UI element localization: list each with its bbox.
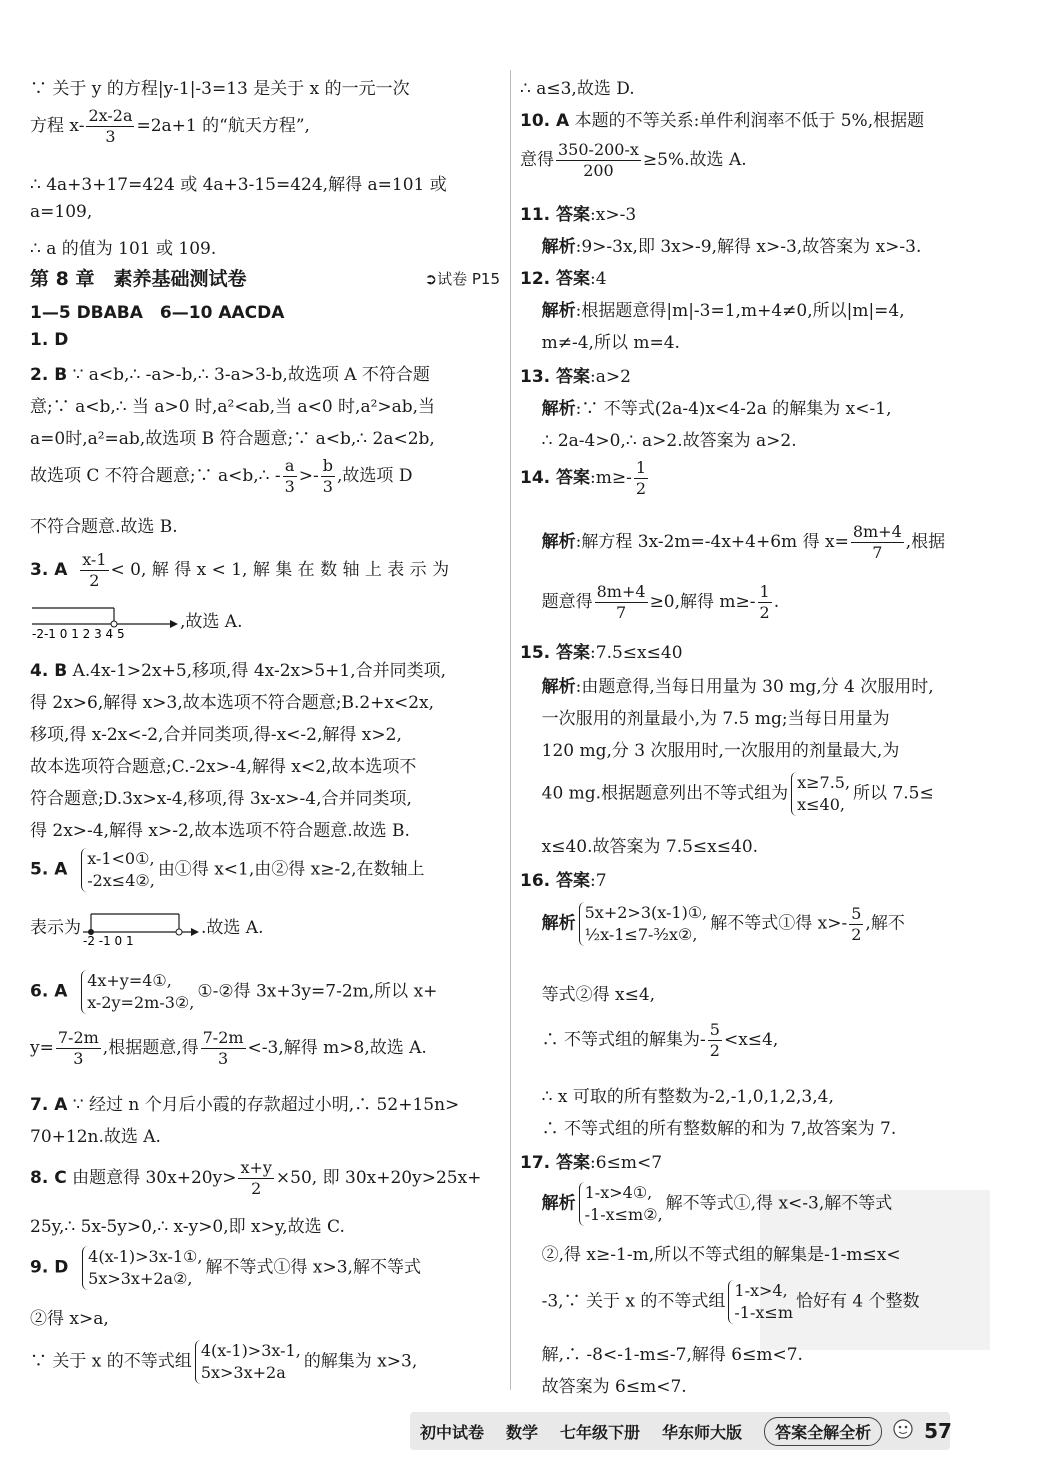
text-line: 解析:解方程 3x-2m=-4x+4+6m 得 x= $\frac{8m+4}{7}$ ,根据 [541,522,946,562]
fraction: $\frac{b}{3}$ [322,456,334,496]
equation-system: 4(x-1)>3x-1①, 5x>3x+2a②, [82,1246,202,1290]
question-2: 2. B ∵ a<b,∴ -a>-b,∴ 3-a>3-b,故选项 A 不符合题 [30,365,430,385]
number-line-diagram [30,600,180,645]
fraction: $\frac{7-2m}{3}$ [202,1028,244,1068]
text-line: 意得 $\frac{350-200-x}{200}$ ≥5%.故选 A. [520,140,747,180]
text-line: ∴ 4a+3+17=424 或 4a+3-15=424,解得 a=101 或 [30,175,447,195]
fraction: $\frac{x+y}{2}$ [240,1158,272,1198]
text-line: x≤40.故答案为 7.5≤x≤40. [541,837,759,857]
text-line: 故本选项符合题意;C.-2x>-4,解得 x<2,故本选项不 [30,757,417,777]
text-line: 移项,得 x-2x<-2,合并同类项,得-x<-2,解得 x>2, [30,725,402,745]
fraction: $\frac{8m+4}{7}$ [596,582,646,622]
fraction: $\frac{2x-2a}{3}$ [88,106,133,146]
text-line: 一次服用的剂量最小,为 7.5 mg;当每日用量为 [541,709,890,729]
fraction: $\frac{1}{2}$ [635,458,647,498]
fraction: $\frac{5}{2}$ [851,903,862,944]
number-line-row: 表示为 -2 -1 0 1 .故选 A. [30,906,264,951]
text-line: 意;∵ a<b,∴ 当 a>0 时,a²<ab,当 a<0 时,a²>ab,当 [30,397,436,417]
number-line-diagram [81,906,201,951]
text-line: 解析:9>-3x,即 3x>-9,解得 x>-3,故答案为 x>-3. [541,237,922,257]
text-line: -3,∵ 关于 x 的不等式组 1-x>4, -1-x≤m 恰好有 4 个整数 [541,1281,920,1322]
text-line: a=109, [30,202,93,222]
text-line: 等式②得 x≤4, [541,985,656,1005]
text-line: 得 2x>6,解得 x>3,故本选项不符合题意;B.2+x<2x, [30,693,435,713]
text-line: 解,∴ -8<-1-m≤-7,解得 6≤m<7. [541,1345,803,1365]
text-line: a=0时,a²=ab,故选项 B 符合题意;∵ a<b,∴ 2a<2b, [30,429,435,449]
text-line: 40 mg.根据题意列出不等式组为 x≥7.5, x≤40, 所以 7.5≤ [541,773,934,814]
text-line: 方程 x- $\frac{2x-2a}{3}$ =2a+1 的“航天方程”, [30,106,310,146]
question-14: 14. 答案:m≥- $\frac{1}{2}$ [520,458,647,498]
text-line: ∴ x 可取的所有整数为-2,-1,0,1,2,3,4, [541,1087,834,1107]
text-line: 解析:根据题意得|m|-3=1,m+4≠0,所以|m|=4, [541,301,905,321]
text-line: 不符合题意.故选 B. [30,517,178,537]
text-line: ∵ 关于 x 的不等式组 4(x-1)>3x-1, 5x>3x+2a 的解集为 x>3, [30,1341,418,1382]
question-13: 13. 答案:a>2 [520,367,631,387]
question-10: 10. A 本题的不等关系:单件利润率不低于 5%,根据题 [520,111,925,131]
text-line: y= $\frac{7-2m}{3}$ ,根据题意,得 $\frac{7-2m}{3}$ <-3,解得 m>8,故选 A. [30,1028,427,1068]
mascot-icon [892,1417,914,1445]
text-line: 得 2x>-4,解得 x>-2,故本选项不符合题意.故选 B. [30,821,410,841]
text-line: 故选项 C 不符合题意;∵ a<b,∴ - $\frac{a}{3}$ >- $\frac{b}{3}$ ,故选项 D [30,456,413,496]
question-6: 6. A 4x+y=4①, x-2y=2m-3②, ①-②得 3x+3y=7-2m,所以 x+ [30,971,438,1012]
text-line: 故答案为 6≤m<7. [541,1377,687,1397]
answer-keys: 1—5 DBABA 6—10 AACDA [30,303,285,323]
text-line: 120 mg,分 3 次服用时,一次服用的剂量最大,为 [541,741,900,761]
equation-system: 5x+2>3(x-1)①, ½x-1≤7-³⁄₂x②, [579,902,708,946]
text-line: 符合题意;D.3x>x-4,移项,得 3x-x>-4,合并同类项, [30,789,412,809]
question-15: 15. 答案:7.5≤x≤40 [520,643,683,663]
text-line: 25y,∴ 5x-5y>0,∴ x-y>0,即 x>y,故选 C. [30,1217,345,1237]
fraction: $\frac{a}{3}$ [284,456,295,496]
number-line-row: -2-1 0 1 2 3 4 5 ,故选 A. [30,600,243,645]
footer-badge: 答案全解全析 [764,1417,882,1446]
text-line: 解析:∵ 不等式(2a-4)x<4-2a 的解集为 x<-1, [541,399,892,419]
question-17: 17. 答案:6≤m<7 [520,1153,663,1173]
equation-system: x-1<0①, -2x≤4②, [81,848,155,892]
question-9: 9. D 4(x-1)>3x-1①, 5x>3x+2a②, 解不等式①得 x>3,解不等式 [30,1247,421,1288]
footer-series: 初中试卷 [420,1422,485,1442]
question-8: 8. C 由题意得 30x+20y> $\frac{x+y}{2}$ ×50, 即 30x+20y>25x+ [30,1158,482,1198]
footer-subject: 数学 [506,1422,539,1442]
text-line: ②,得 x≥-1-m,所以不等式组的解集是-1-m≤x< [541,1245,901,1265]
text-line: 解析 1-x>4①, -1-x≤m②, 解不等式①,得 x<-3,解不等式 [541,1183,893,1224]
column-divider [510,70,511,1390]
equation-system: 4x+y=4①, x-2y=2m-3②, [81,970,194,1014]
footer-grade: 七年级下册 [560,1422,641,1442]
fraction: $\frac{5}{2}$ [709,1020,720,1060]
axis-labels: -2-1 0 1 2 3 4 5 [32,627,125,640]
equation-system: 1-x>4①, -1-x≤m②, [579,1182,663,1226]
text-line: 70+12n.故选 A. [30,1127,161,1147]
question-11: 11. 答案:x>-3 [520,205,637,225]
chapter-title: 第 8 章 素养基础测试卷 [30,268,247,290]
text-line: ∴ a≤3,故选 D. [520,79,635,99]
fraction: $\frac{7-2m}{3}$ [57,1028,99,1068]
question-1: 1. D [30,330,69,350]
text-line: m≠-4,所以 m=4. [541,333,680,353]
question-12: 12. 答案:4 [520,269,607,289]
question-7: 7. A ∵ 经过 n 个月后小霞的存款超过小明,∴ 52+15n> [30,1095,460,1115]
question-16: 16. 答案:7 [520,871,607,891]
page-footer [420,1416,952,1446]
axis-labels: -2 -1 0 1 [83,934,134,946]
fraction: $\frac{8m+4}{7}$ [852,522,902,562]
equation-system: 1-x>4, -1-x≤m [728,1280,793,1324]
text-line: 解析 5x+2>3(x-1)①, ½x-1≤7-³⁄₂x②, 解不等式①得 x>- $\frac{5}{2}$ ,解不 [541,903,905,944]
page-number: 57 [924,1419,952,1443]
text-line: ∴ 不等式组的解集为- $\frac{5}{2}$ <x≤4, [541,1020,779,1060]
question-5: 5. A x-1<0①, -2x≤4②, 由①得 x<1,由②得 x≥-2,在数轴上 [30,849,425,890]
equation-system: x≥7.5, x≤40, [791,772,850,816]
footer-edition: 华东师大版 [662,1422,743,1442]
text-line: ∴ a 的值为 101 或 109. [30,239,217,259]
chapter-reference: ➲试卷 P15 [424,270,500,288]
text-line: ②得 x>a, [30,1309,109,1329]
text-line: ∴ 2a-4>0,∴ a>2.故答案为 a>2. [541,431,797,451]
fraction: $\frac{1}{2}$ [759,582,770,622]
text-line: 解析:由题意得,当每日用量为 30 mg,分 4 次服用时, [541,677,934,697]
fraction: $\frac{x-1}{2}$ [82,550,107,590]
text-line: ∵ 关于 y 的方程|y-1|-3=13 是关于 x 的一元一次 [30,79,410,99]
question-4: 4. B A.4x-1>2x+5,移项,得 4x-2x>5+1,合并同类项, [30,661,447,681]
question-3: 3. A $\frac{x-1}{2}$ < 0, 解 得 x < 1, 解 集 在 数 轴 上 表 示 为 [30,550,450,590]
fraction: $\frac{350-200-x}{200}$ [558,140,639,180]
text-line: 题意得 $\frac{8m+4}{7}$ ≥0,解得 m≥- $\frac{1}{2}$ . [541,582,780,622]
equation-system: 4(x-1)>3x-1, 5x>3x+2a [195,1340,301,1384]
text-line: ∴ 不等式组的所有整数解的和为 7,故答案为 7. [541,1119,897,1139]
